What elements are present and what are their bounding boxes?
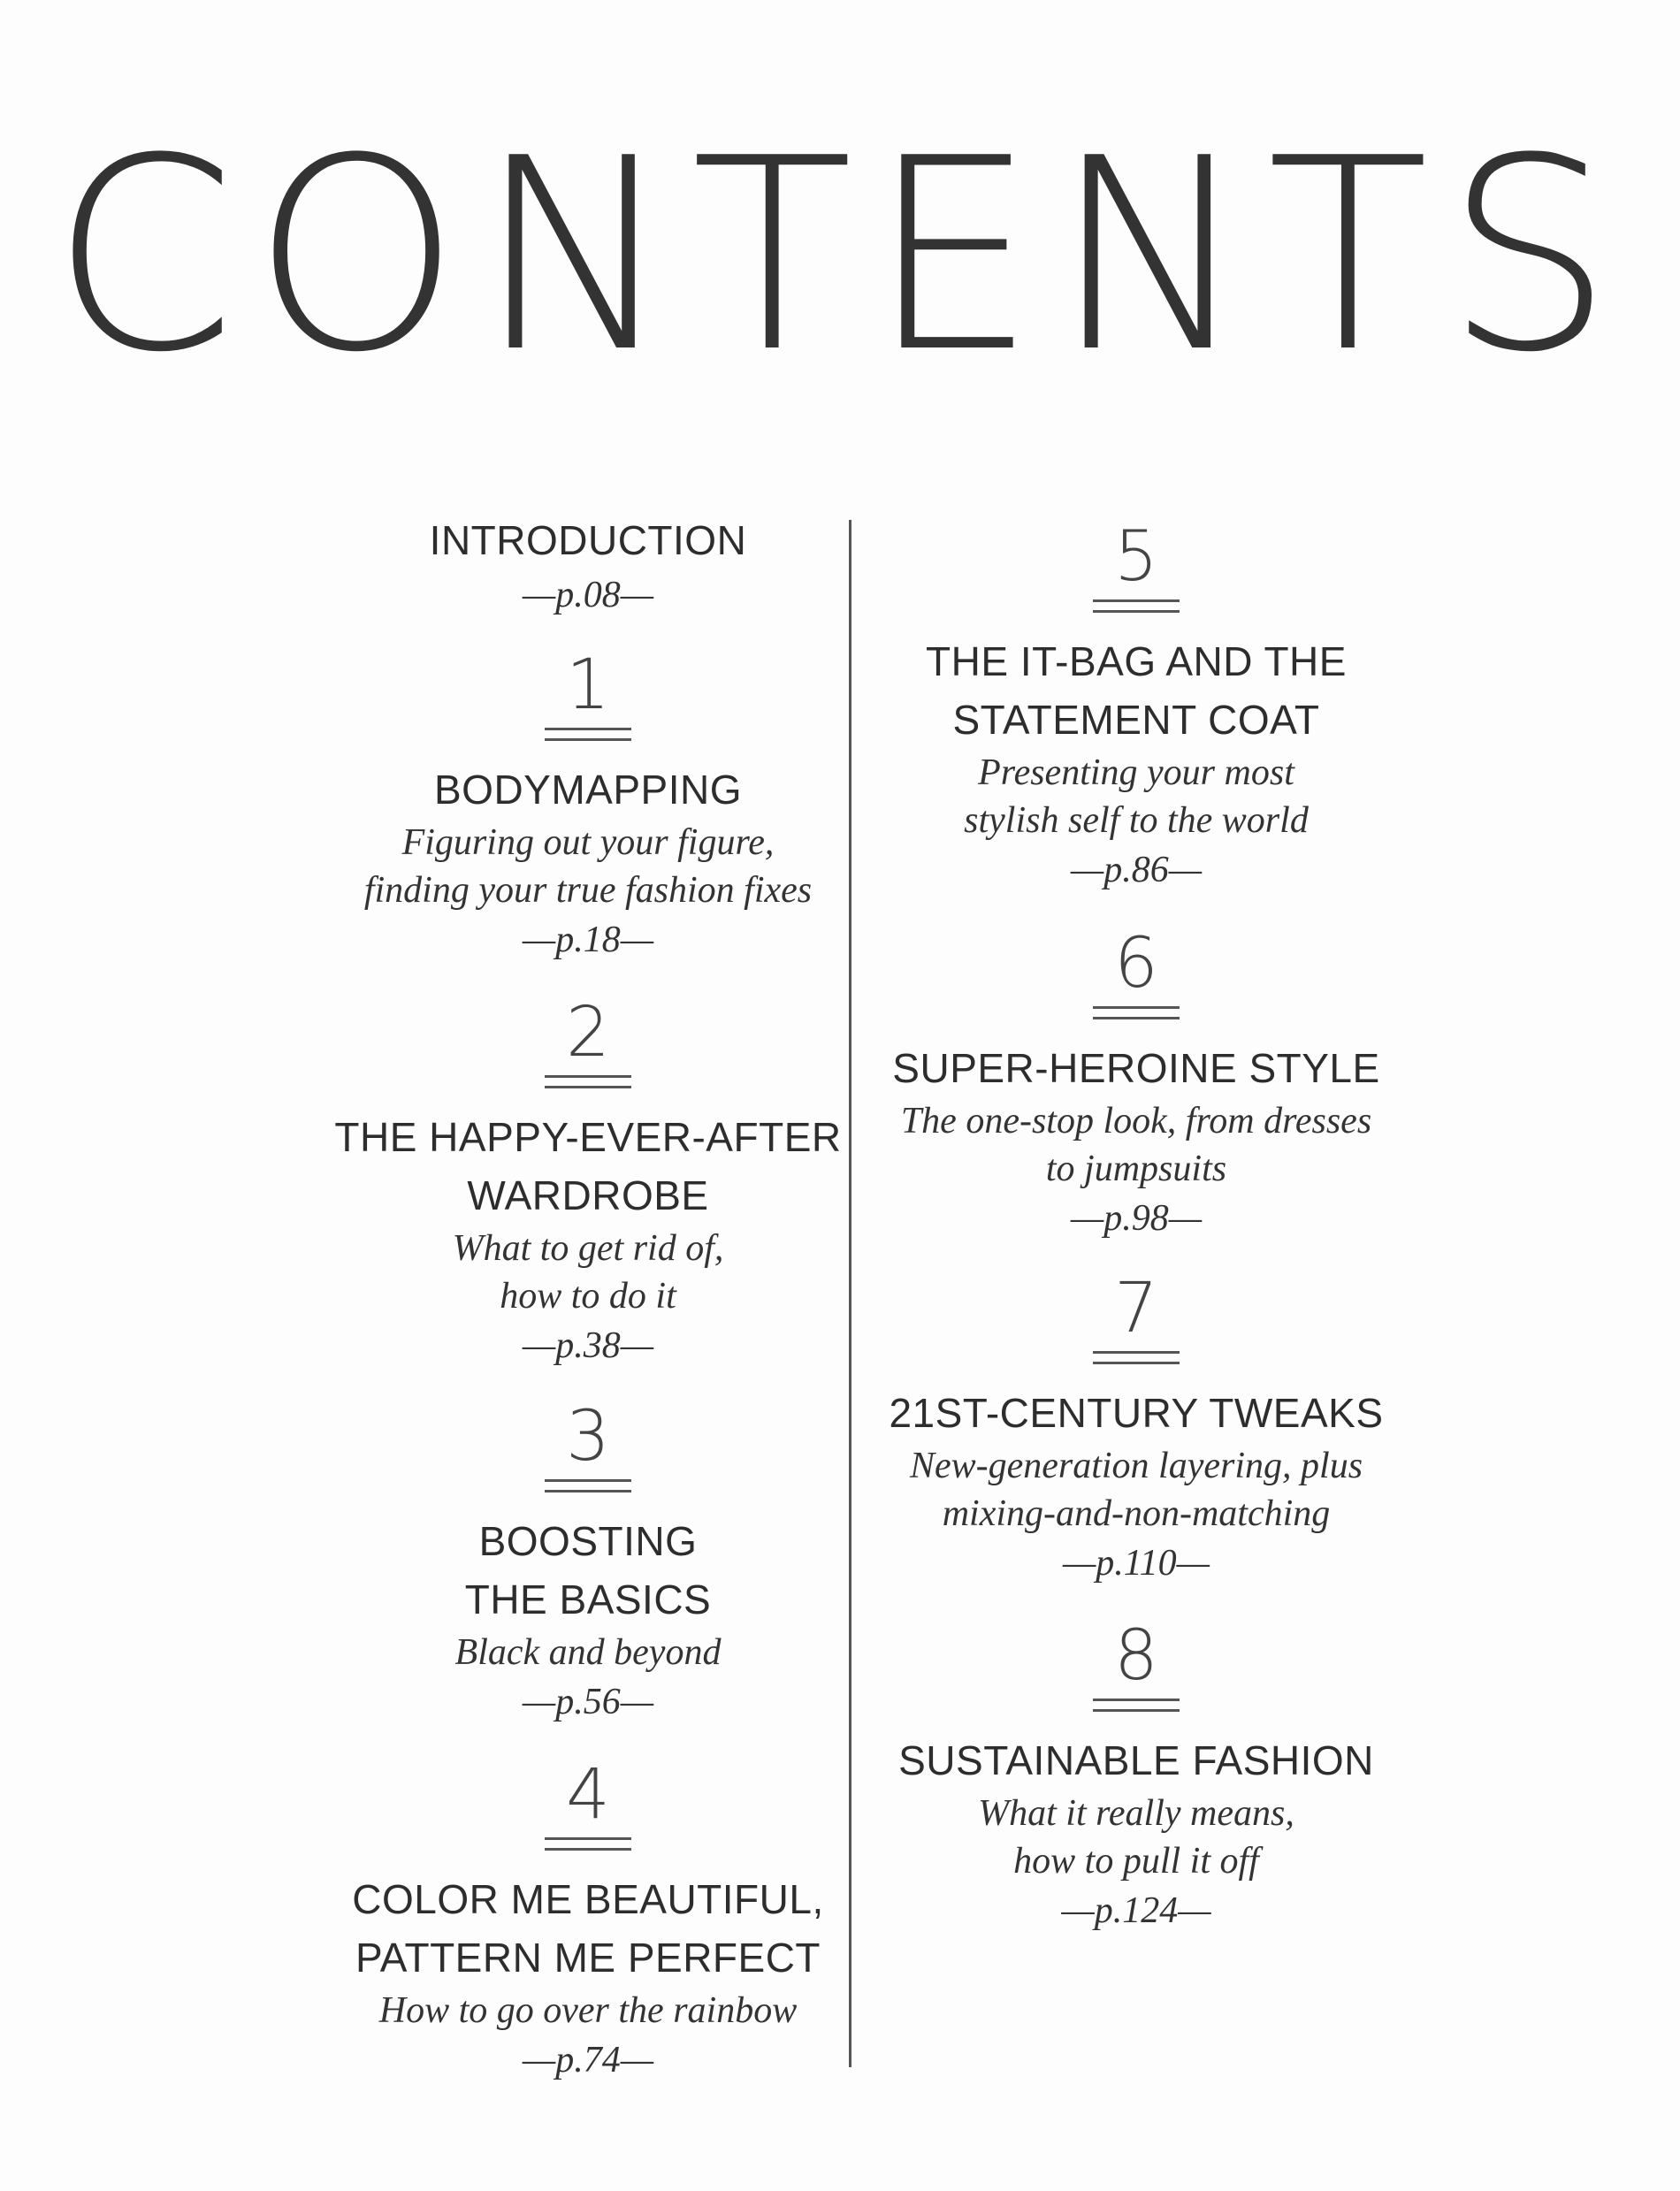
entry-description: finding your true fashion fixes xyxy=(363,870,813,911)
chapter-number: 5 xyxy=(1114,517,1158,597)
toc-entry-chapter-4[interactable] xyxy=(314,1755,862,2086)
entry-heading: BODYMAPPING xyxy=(433,767,742,813)
double-rule xyxy=(1093,1351,1180,1364)
entry-page: —p.38— xyxy=(522,1325,654,1366)
entry-description: The one-stop look, from dresses xyxy=(900,1101,1372,1141)
entry-heading: SUSTAINABLE FASHION xyxy=(898,1737,1374,1783)
entry-description: New-generation layering, plus xyxy=(909,1446,1363,1486)
toc-entry-chapter-7[interactable] xyxy=(862,1269,1410,1589)
chapter-number: 3 xyxy=(566,1397,610,1477)
chapter-number: 7 xyxy=(1114,1269,1158,1348)
entry-heading: THE IT-BAG AND THE xyxy=(926,638,1347,684)
chapter-number: 6 xyxy=(1114,924,1158,1004)
entry-description: to jumpsuits xyxy=(1045,1149,1227,1189)
entry-description: how to do it xyxy=(500,1276,676,1317)
entry-page: —p.86— xyxy=(1070,850,1203,890)
entry-description: how to pull it off xyxy=(1013,1841,1259,1882)
entry-description: Black and beyond xyxy=(454,1632,722,1673)
chapter-number: 1 xyxy=(566,645,610,725)
double-rule xyxy=(545,1479,631,1492)
double-rule xyxy=(545,1837,631,1851)
entry-heading: STATEMENT COAT xyxy=(952,697,1320,743)
toc-entry-introduction[interactable] xyxy=(314,511,862,621)
entry-page: —p.124— xyxy=(1061,1890,1211,1931)
page-title: CONTENTS xyxy=(50,102,1630,410)
double-rule xyxy=(545,1075,631,1088)
entry-description: mixing-and-non-matching xyxy=(942,1493,1331,1534)
entry-description: How to go over the rainbow xyxy=(378,1990,798,2031)
entry-heading: THE HAPPY-EVER-AFTER xyxy=(334,1114,842,1160)
entry-page: —p.18— xyxy=(522,920,654,960)
entry-page: —p.08— xyxy=(522,575,654,615)
double-rule xyxy=(1093,1699,1180,1712)
entry-heading: BOOSTING xyxy=(478,1518,698,1564)
toc-entry-chapter-5[interactable] xyxy=(862,517,1410,896)
double-rule xyxy=(545,728,631,741)
entry-description: Figuring out your figure, xyxy=(401,822,775,863)
entry-heading: INTRODUCTION xyxy=(429,517,747,563)
entry-description: stylish self to the world xyxy=(964,800,1309,841)
toc-entry-chapter-6[interactable] xyxy=(862,924,1410,1244)
entry-heading: PATTERN ME PERFECT xyxy=(355,1935,821,1981)
chapter-number: 4 xyxy=(566,1755,610,1835)
chapter-number: 2 xyxy=(566,993,610,1073)
entry-page: —p.110— xyxy=(1062,1543,1210,1584)
entry-page: —p.74— xyxy=(522,2040,654,2080)
entry-heading: COLOR ME BEAUTIFUL, xyxy=(352,1876,824,1922)
entry-page: —p.56— xyxy=(522,1682,654,1722)
entry-heading: THE BASICS xyxy=(464,1576,712,1622)
entry-description: Presenting your most xyxy=(978,752,1294,793)
chapter-number: 8 xyxy=(1114,1616,1158,1696)
entry-description: What to get rid of, xyxy=(452,1228,724,1269)
entry-heading: 21ST-CENTURY TWEAKS xyxy=(889,1390,1384,1436)
toc-entry-chapter-8[interactable] xyxy=(862,1616,1410,1936)
double-rule xyxy=(1093,599,1180,613)
entry-heading: SUPER-HEROINE STYLE xyxy=(892,1045,1380,1091)
toc-entry-chapter-3[interactable] xyxy=(314,1397,862,1728)
entry-page: —p.98— xyxy=(1070,1198,1203,1239)
entry-heading: WARDROBE xyxy=(467,1172,709,1218)
toc-entry-chapter-2[interactable] xyxy=(314,993,862,1371)
toc-entry-chapter-1[interactable] xyxy=(314,645,862,966)
entry-description: What it really means, xyxy=(978,1793,1294,1834)
double-rule xyxy=(1093,1006,1180,1019)
